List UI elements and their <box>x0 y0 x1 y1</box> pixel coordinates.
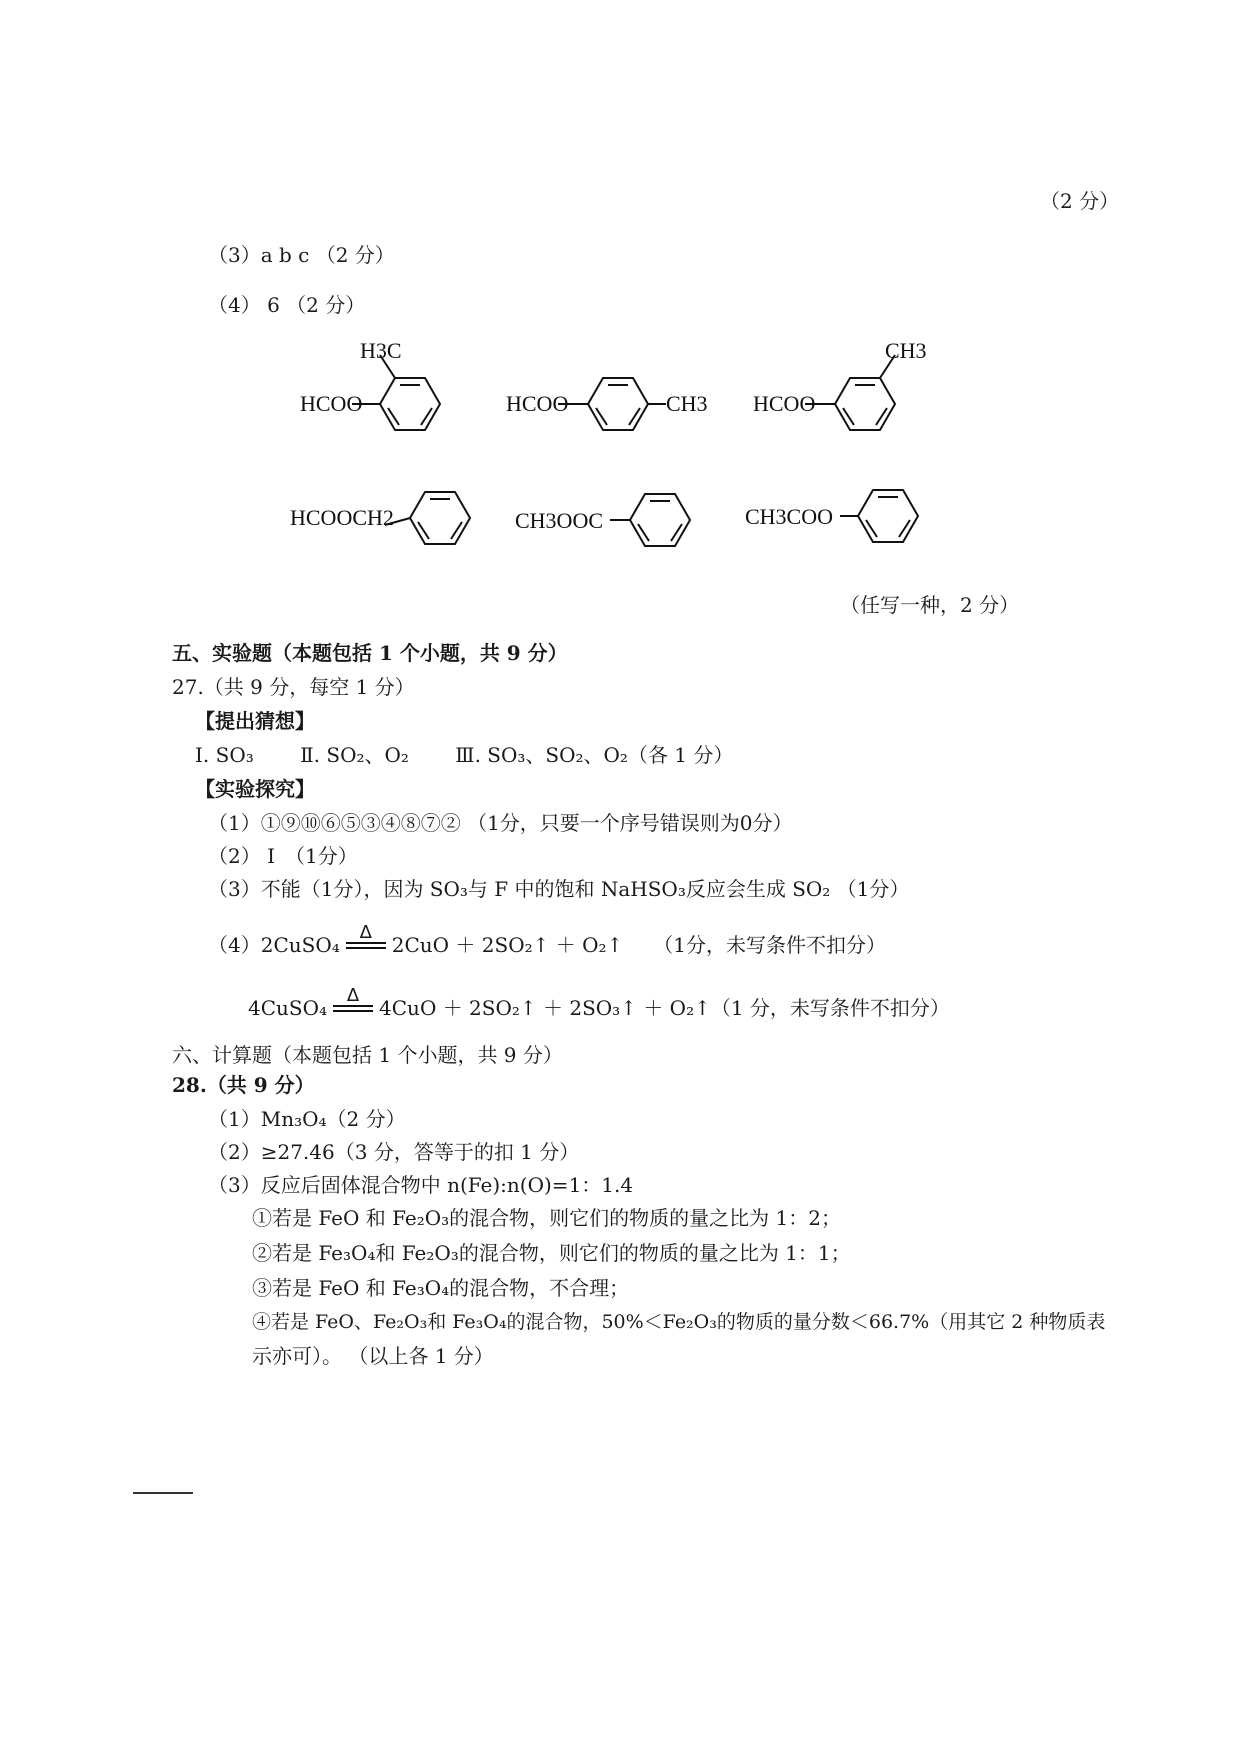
calc-answer-1: （1）Mn₃O₄（2 分） <box>208 1107 406 1131</box>
answer-4: （4） 6 （2 分） <box>208 293 366 317</box>
methyl-substituent-label: H3C <box>360 338 402 363</box>
explore-answer-2: （2） Ⅰ （1分） <box>208 844 358 868</box>
question-28-heading: 28.（共 9 分） <box>172 1073 315 1097</box>
structure-benzyl-formate <box>285 480 485 560</box>
explore-tag: 【实验探究】 <box>195 777 315 801</box>
equation-2-products: 4CuO ＋ 2SO₂↑ ＋ 2SO₃↑ ＋ O₂↑（1 分，未写条件不扣分） <box>379 996 950 1020</box>
structure-o-methylphenyl-formate <box>290 330 470 440</box>
equation-1-products: 2CuO ＋ 2SO₂↑ ＋ O₂↑ （1分，未写条件不扣分） <box>391 933 886 957</box>
answer-3: （3）a b c （2 分） <box>208 243 395 267</box>
heat-symbol: Δ <box>359 922 372 943</box>
ester-group-label: HCOOCH2 <box>290 505 394 530</box>
heat-symbol: Δ <box>346 985 360 1006</box>
calc-case-1: ①若是 FeO 和 Fe₂O₃的混合物，则它们的物质的量之比为 1：2； <box>252 1206 841 1230</box>
calc-case-3: ③若是 FeO 和 Fe₃O₄的混合物，不合理； <box>252 1276 630 1300</box>
calc-case-4-continued: 示亦可）。 （以上各 1 分） <box>252 1344 494 1368</box>
equation-1 <box>208 922 886 958</box>
calc-answer-3: （3）反应后固体混合物中 n(Fe):n(O)=1：1.4 <box>208 1173 634 1197</box>
section-5-title: 五、实验题（本题包括 1 个小题，共 9 分） <box>172 641 568 665</box>
ester-group-label: CH3OOC <box>515 508 604 533</box>
explore-answer-3: （3）不能（1分），因为 SO₃与 F 中的饱和 NaHSO₃反应会生成 SO₂ （1分） <box>208 877 910 901</box>
equation-2 <box>248 985 950 1021</box>
calc-case-4: ④若是 FeO、Fe₂O₃和 Fe₃O₄的混合物，50%＜Fe₂O₃的物质的量分数＜66.7%（用其它 2 种物质表 <box>252 1311 1106 1333</box>
heating-arrow <box>331 985 375 1021</box>
methyl-substituent-label: CH3 <box>885 338 927 363</box>
any-one-note: （任写一种，2 分） <box>840 593 1020 617</box>
structure-p-methylphenyl-formate <box>498 360 728 440</box>
hypothesis-tag: 【提出猜想】 <box>195 709 315 733</box>
explore-answer-1: （1）①⑨⑩⑥⑤③④⑧⑦② （1分，只要一个序号错误则为0分） <box>208 811 793 835</box>
section-6-title: 六、计算题（本题包括 1 个小题，共 9 分） <box>172 1043 563 1067</box>
top-score: （2 分） <box>1040 189 1120 213</box>
hypothesis-line: Ⅰ. SO₃ Ⅱ. SO₂、O₂ Ⅲ. SO₃、SO₂、O₂（各 1 分） <box>195 743 734 767</box>
structure-m-methylphenyl-formate <box>745 330 945 440</box>
heating-arrow <box>344 922 388 958</box>
explore-answer-4-prefix: （4） <box>208 933 261 957</box>
formate-group-label: HCOO <box>506 391 569 416</box>
equation-1-reactant: 2CuSO₄ <box>260 933 340 957</box>
calc-answer-2: （2）≥27.46（3 分，答等于的扣 1 分） <box>208 1140 580 1164</box>
equation-2-reactant: 4CuSO₄ <box>248 996 328 1020</box>
ester-group-label: CH3COO <box>745 504 834 529</box>
methyl-group-label: CH3 <box>666 391 708 416</box>
question-27-heading: 27.（共 9 分，每空 1 分） <box>172 675 415 699</box>
structure-methyl-benzoate <box>510 480 710 560</box>
structure-phenyl-acetate <box>740 478 940 558</box>
formate-group-label: HCOO <box>300 391 363 416</box>
calc-case-2: ②若是 Fe₃O₄和 Fe₂O₃的混合物，则它们的物质的量之比为 1：1； <box>252 1241 851 1265</box>
divider-dash <box>133 1492 193 1494</box>
formate-group-label: HCOO <box>753 391 816 416</box>
